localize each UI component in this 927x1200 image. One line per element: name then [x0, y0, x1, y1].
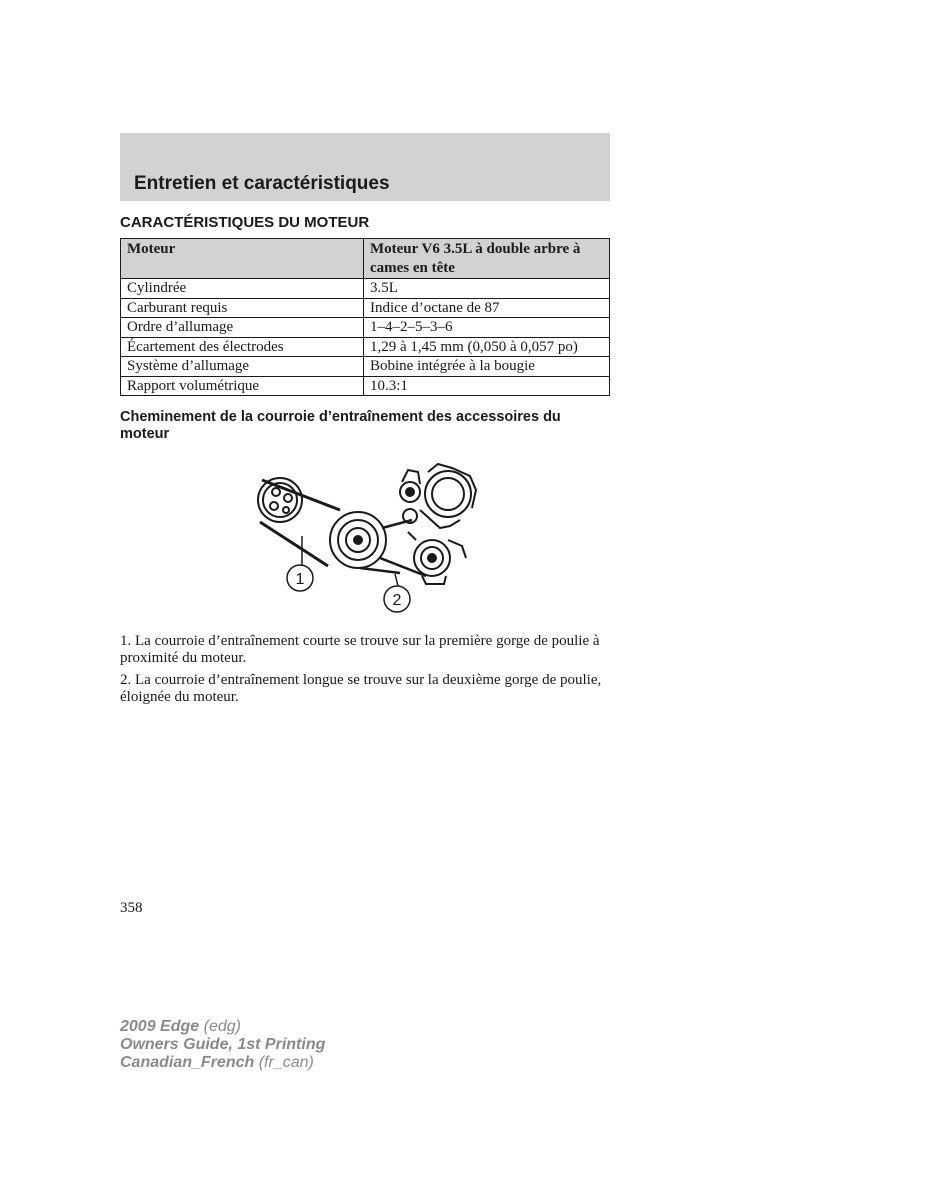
- table-row: [121, 337, 610, 357]
- table-cell: Cylindrée: [121, 279, 364, 299]
- table-cell: 1,29 à 1,45 mm (0,050 à 0,057 po): [364, 337, 610, 357]
- belt-note-2: 2. La courroie d’entraînement longue se trouve sur la deuxième gorge de poulie, éloignée du moteur.: [120, 672, 602, 705]
- callout-2-leader: [395, 574, 398, 586]
- belt-note-1: 1. La courroie d’entraînement courte se trouve sur la première gorge de poulie à proximité du moteur.: [120, 633, 600, 666]
- lower-pulley-hub: [428, 554, 436, 562]
- table-row: [121, 376, 610, 396]
- alternator-pulley: [432, 478, 464, 510]
- belt-routing-heading: Cheminement de la courroie d’entraînement des accessoires du moteur: [120, 409, 561, 442]
- table-cell: 10.3:1: [364, 376, 610, 396]
- crank-pulley-outer: [258, 478, 302, 522]
- crank-hole: [272, 488, 280, 496]
- page-header-title: Entretien et caractéristiques: [134, 173, 390, 194]
- table-cell: Système d’allumage: [121, 357, 364, 377]
- section-title: CARACTÉRISTIQUES DU MOTEUR: [120, 214, 370, 231]
- print-footer: [120, 1018, 325, 1072]
- footer-model: 2009 Edge: [120, 1018, 200, 1035]
- table-row: [121, 318, 610, 338]
- belt-segment: [420, 510, 460, 528]
- table-header-cell: Moteur V6 3.5L à double arbre à cames en tête: [364, 239, 610, 279]
- table-row: [121, 357, 610, 377]
- table-cell: Écartement des électrodes: [121, 337, 364, 357]
- center-pulley-hub: [354, 536, 362, 544]
- footer-language: Canadian_French: [120, 1054, 255, 1071]
- footer-language-code: (fr_can): [258, 1054, 314, 1071]
- table-row: [121, 279, 610, 299]
- crank-hole: [283, 507, 289, 513]
- crank-hole: [284, 494, 292, 502]
- table-row: [121, 298, 610, 318]
- callout-1-label: 1: [295, 571, 305, 588]
- table-cell: Bobine intégrée à la bougie: [364, 357, 610, 377]
- footer-printing: Owners Guide, 1st Printing: [120, 1036, 326, 1053]
- header-band: [120, 133, 610, 201]
- table-cell: Indice d’octane de 87: [364, 298, 610, 318]
- table-cell: Rapport volumétrique: [121, 376, 364, 396]
- tensioner-hub: [406, 488, 414, 496]
- engine-spec-table: [120, 238, 610, 396]
- crank-hole: [270, 502, 278, 510]
- belt-routing-diagram: [240, 458, 490, 616]
- table-cell: Carburant requis: [121, 298, 364, 318]
- table-cell: 1–4–2–5–3–6: [364, 318, 610, 338]
- table-header-row: [121, 239, 610, 279]
- footer-model-code: (edg): [203, 1018, 241, 1035]
- table-cell: Ordre d’allumage: [121, 318, 364, 338]
- callout-2-label: 2: [392, 592, 402, 609]
- table-header-cell: Moteur: [121, 239, 364, 279]
- table-cell: 3.5L: [364, 279, 610, 299]
- page-number: 358: [120, 900, 143, 916]
